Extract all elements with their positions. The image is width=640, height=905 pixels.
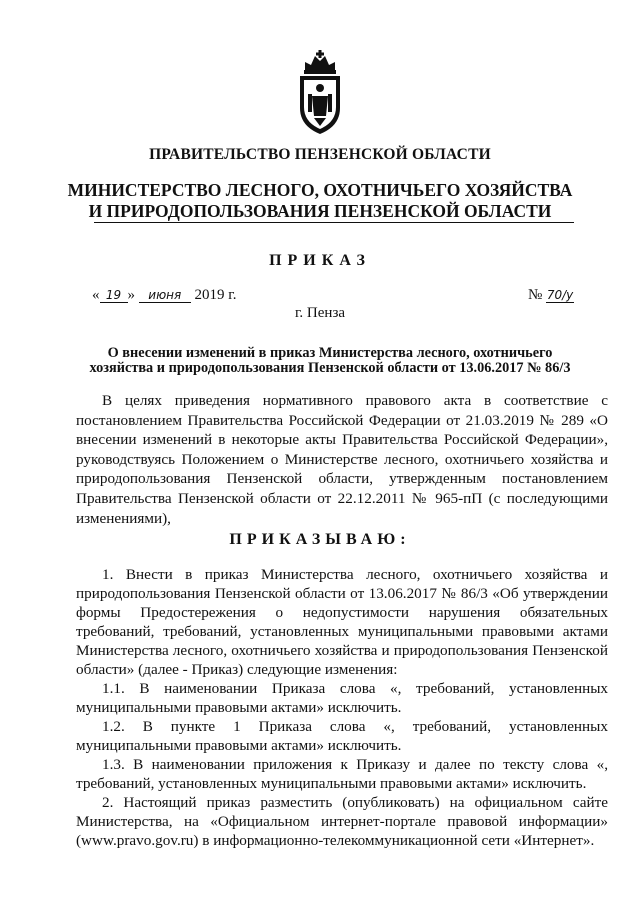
date-day-handwritten: 19 [100, 288, 128, 303]
date-year: 2019 г. [194, 287, 237, 303]
order-item-1: 1. Внести в приказ Министерства лесного, охотничьего хозяйства и природопользования Пензенской области от 13.06.2017 № 86/3 «Об утверждении формы Предостережения о недопустимости нарушения обязательных требований, требований, установленных муниципальными правовыми актами Министерства лесного, охотничьего хозяйства и природопользования Пензенской области» (далее - Приказ) следующие изменения: [76, 566, 608, 678]
government-name: ПРАВИТЕЛЬСТВО ПЕНЗЕНСКОЙ ОБЛАСТИ [149, 146, 491, 163]
subject-line-1: О внесении изменений в приказ Министерства лесного, охотничьего [107, 345, 553, 361]
order-item-2: 2. Настоящий приказ разместить (опубликовать) на официальном сайте Министерства, на «Официальном интернет-портале правовой информации» (www.pravo.gov.ru) в информационно-телекоммуникационной сети «Интернет». [76, 794, 608, 849]
ministry-name [0, 180, 640, 222]
date-month-handwritten: июня [139, 288, 191, 303]
number-value-handwritten: 70/у [546, 288, 574, 302]
date-open-quote: « [92, 287, 100, 303]
number-label: № [528, 287, 543, 303]
date-close-quote: » [127, 287, 135, 303]
ministry-name-line-1: МИНИСТЕРСТВО ЛЕСНОГО, ОХОТНИЧЬЕГО ХОЗЯЙСТВА [67, 180, 573, 200]
order-item-1-1: 1.1. В наименовании Приказа слова «, требований, установленных муниципальными правовыми актами» исключить. [76, 680, 608, 716]
order-heading: ПРИКАЗЫВАЮ: [229, 531, 411, 548]
order-item-1-2: 1.2. В пункте 1 Приказа слова «, требований, установленных муниципальными правовыми актами» исключить. [76, 718, 608, 754]
document-date [92, 287, 236, 304]
order-item-1-3: 1.3. В наименовании приложения к Приказу и далее по тексту слова «, требований, установленных муниципальными правовыми актами» исключить. [76, 756, 608, 792]
subject-line-2: хозяйства и природопользования Пензенской области от 13.06.2017 № 86/3 [89, 360, 571, 376]
document-city: г. Пенза [294, 305, 346, 321]
preamble-paragraph: В целях приведения нормативного правового акта в соответствие с постановлением Правительства Российской Федерации от 21.03.2019 № 289 «О внесении изменений в некоторые акты Правительства Российской Федерации», руководствуясь Положением о Министерстве лесного, охотничьего хозяйства и природопользования Пензенской области, утвержденным постановлением Правительства Пензенской области от 22.12.2011 № 965-пП (с последующими изменениями), [76, 392, 608, 527]
header-divider [94, 222, 574, 223]
document-subject [52, 346, 608, 376]
document-type-title: ПРИКАЗ [269, 252, 371, 269]
order-items [76, 565, 608, 850]
penza-coat-of-arms-icon [296, 50, 344, 136]
ministry-name-line-2: И ПРИРОДОПОЛЬЗОВАНИЯ ПЕНЗЕНСКОЙ ОБЛАСТИ [88, 201, 552, 221]
document-number [528, 287, 574, 304]
